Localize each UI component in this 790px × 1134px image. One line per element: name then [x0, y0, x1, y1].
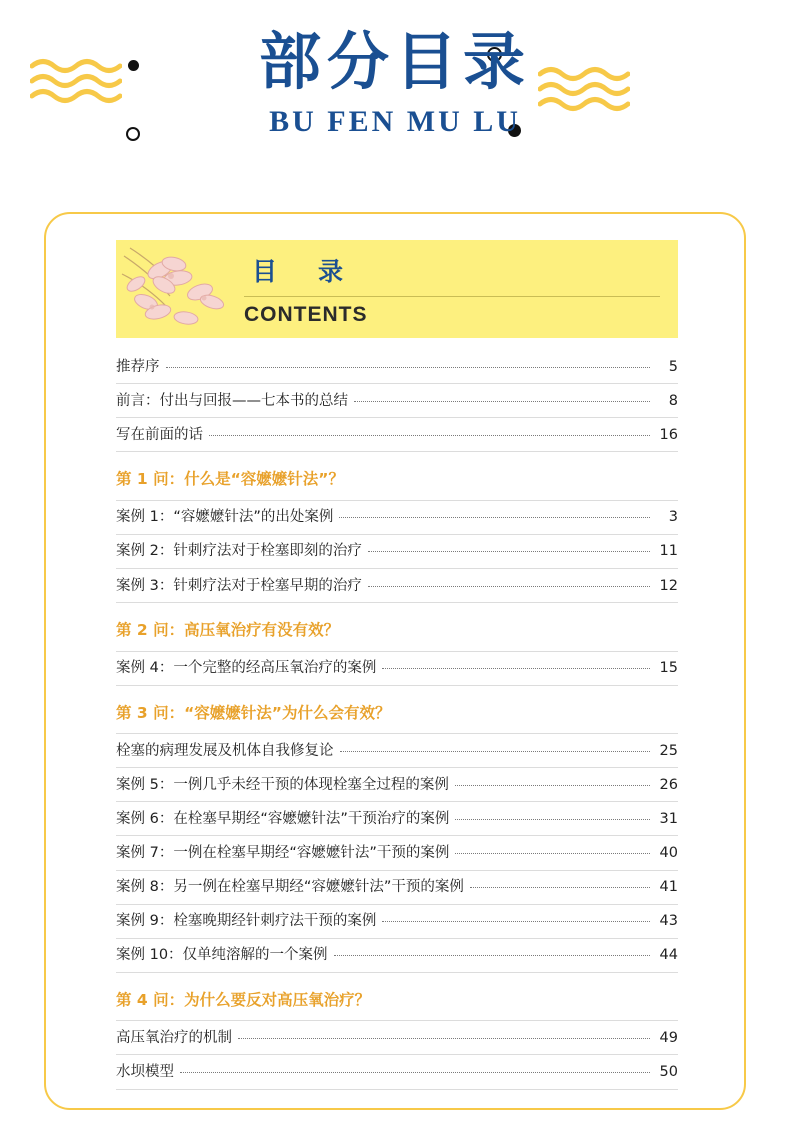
toc-entry-label: 写在前面的话	[116, 426, 203, 443]
toc-entry-label: 案例 6：在栓塞早期经“容嬷嬷针法”干预治疗的案例	[116, 810, 450, 827]
toc-page-number: 15	[659, 660, 678, 676]
toc-page-number: 12	[659, 577, 678, 594]
page-subtitle: BU FEN MU LU	[269, 105, 521, 139]
toc-section-heading[interactable]	[116, 452, 678, 500]
toc-page-number: 41	[659, 879, 678, 895]
toc-leader-dots	[340, 751, 651, 752]
toc-leader-dots	[354, 401, 650, 402]
toc-section-heading[interactable]	[116, 686, 678, 734]
toc-page-number: 26	[659, 776, 678, 793]
toc-leader-dots	[166, 367, 651, 368]
table-of-contents	[116, 350, 678, 1090]
banner-text	[244, 252, 660, 327]
toc-entry[interactable]	[116, 535, 678, 569]
toc-entry-label: 案例 1：“容嬷嬷针法”的出处案例	[116, 509, 334, 526]
toc-leader-dots	[455, 785, 650, 786]
toc-entry-label: 推荐序	[116, 358, 160, 375]
toc-leader-dots	[382, 921, 650, 922]
toc-page-number: 40	[659, 844, 678, 861]
toc-leader-dots	[455, 819, 650, 820]
toc-entry-label: 第 4 问：为什么要反对高压氧治疗？	[116, 990, 371, 1009]
toc-entry-label: 第 2 问：高压氧治疗有没有效？	[116, 621, 340, 640]
toc-entry[interactable]	[116, 569, 678, 603]
toc-page-number: 8	[668, 392, 678, 409]
toc-entry[interactable]	[116, 768, 678, 802]
contents-title-cn: 目 录	[252, 257, 352, 286]
toc-section-heading[interactable]	[116, 973, 678, 1021]
toc-leader-dots	[339, 517, 650, 518]
toc-page-number: 11	[659, 543, 678, 560]
toc-leader-dots	[334, 955, 650, 956]
toc-leader-dots	[368, 551, 650, 552]
page-title: 部分目录	[258, 25, 531, 98]
toc-page-number: 43	[659, 913, 678, 930]
toc-page-number: 49	[659, 1029, 678, 1046]
toc-leader-dots	[455, 853, 650, 854]
toc-entry-label: 水坝模型	[116, 1063, 174, 1080]
contents-title-en: CONTENTS	[244, 303, 368, 326]
toc-entry[interactable]	[116, 1021, 678, 1055]
toc-entry-label: 案例 10：仅单纯溶解的一个案例	[116, 947, 328, 964]
toc-entry-label: 案例 9：栓塞晚期经针刺疗法干预的案例	[116, 913, 377, 930]
toc-page-number: 5	[668, 358, 678, 375]
toc-page-number: 44	[659, 947, 678, 964]
toc-page-number: 3	[668, 509, 678, 526]
toc-page-number: 50	[659, 1063, 678, 1080]
toc-page-number: 16	[659, 426, 678, 443]
toc-entry-label: 案例 2：针刺疗法对于栓塞即刻的治疗	[116, 543, 362, 560]
magnolia-flower-icon	[116, 240, 234, 338]
toc-leader-dots	[180, 1072, 650, 1073]
toc-leader-dots	[368, 586, 650, 587]
toc-entry[interactable]	[116, 350, 678, 384]
toc-entry-label: 案例 3：针刺疗法对于栓塞早期的治疗	[116, 577, 362, 594]
toc-entry-label: 高压氧治疗的机制	[116, 1029, 232, 1046]
toc-leader-dots	[470, 887, 650, 888]
contents-banner	[116, 240, 678, 338]
toc-entry-label: 案例 7：一例在栓塞早期经“容嬷嬷针法”干预的案例	[116, 844, 450, 861]
title-block	[0, 26, 790, 139]
toc-entry-label: 案例 4：一个完整的经高压氧治疗的案例	[116, 660, 377, 676]
toc-entry[interactable]	[116, 418, 678, 452]
toc-entry-label: 第 1 问：什么是“容嬷嬷针法”？	[116, 470, 344, 489]
toc-entry[interactable]	[116, 652, 678, 686]
toc-leader-dots	[382, 668, 650, 669]
page-header	[0, 0, 790, 190]
toc-entry-label: 前言：付出与回报——七本书的总结	[116, 392, 348, 409]
toc-section-heading[interactable]	[116, 603, 678, 651]
toc-entry[interactable]	[116, 802, 678, 836]
toc-entry[interactable]	[116, 734, 678, 768]
toc-leader-dots	[238, 1038, 650, 1039]
toc-entry[interactable]	[116, 384, 678, 418]
toc-entry[interactable]	[116, 836, 678, 870]
toc-entry[interactable]	[116, 501, 678, 535]
toc-entry[interactable]	[116, 871, 678, 905]
banner-divider	[244, 296, 660, 297]
toc-entry-label: 案例 5：一例几乎未经干预的体现栓塞全过程的案例	[116, 776, 449, 793]
toc-entry[interactable]	[116, 939, 678, 973]
toc-leader-dots	[209, 435, 650, 436]
toc-entry-label: 第 3 问：“容嬷嬷针法”为什么会有效？	[116, 703, 391, 722]
toc-entry[interactable]	[116, 1055, 678, 1089]
content-frame	[44, 212, 746, 1110]
toc-page-number: 31	[659, 810, 678, 827]
toc-entry-label: 案例 8：另一例在栓塞早期经“容嬷嬷针法”干预的案例	[116, 879, 464, 895]
toc-entry-label: 栓塞的病理发展及机体自我修复论	[116, 742, 334, 759]
toc-entry[interactable]	[116, 905, 678, 939]
toc-page-number: 25	[659, 742, 678, 759]
